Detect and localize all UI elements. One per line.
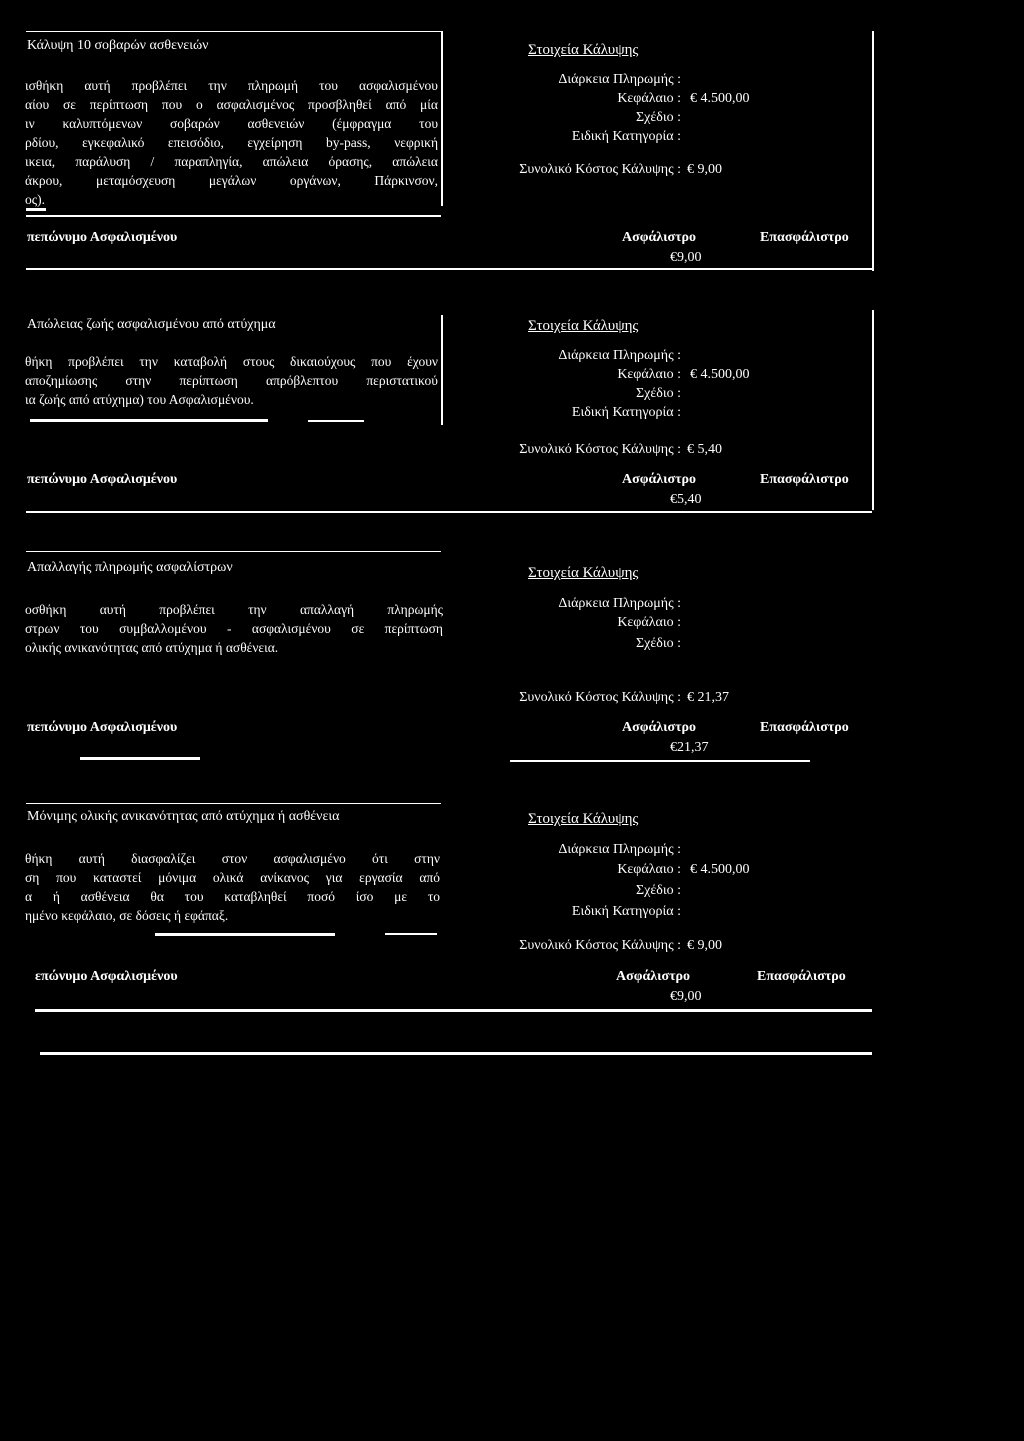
coverage-field-label: Κεφάλαιο : [617, 91, 681, 106]
description-line: θήκη αυτή διασφαλίζει στον ασφαλισμένο ότι στην [25, 851, 440, 866]
insured-name-label: πεπώνυμο Ασφαλισμένου [27, 230, 178, 245]
coverage-field-label: Σχέδιο : [636, 636, 681, 651]
coverage-field-value: € 4.500,00 [690, 91, 750, 106]
coverage-header: Στοιχεία Κάλυψης [528, 565, 639, 581]
description-line: θήκη προβλέπει την καταβολή στους δικαιούχους που έχουν [25, 354, 438, 369]
coverage-field-label: Κεφάλαιο : [617, 615, 681, 630]
coverage-field-label: Κεφάλαιο : [617, 862, 681, 877]
total-cost-label: Συνολικό Κόστος Κάλυψης : [519, 690, 681, 705]
premium-value: €9,00 [670, 250, 702, 265]
description-line: ος). [25, 192, 45, 207]
coverage-field-label: Διάρκεια Πληρωμής : [558, 842, 681, 857]
section-description [25, 352, 438, 409]
insured-name-label: πεπώνυμο Ασφαλισμένου [27, 472, 178, 487]
description-line: ιν καλυπτόμενων σοβαρών ασθενειών (έμφραγμα του [25, 116, 438, 131]
coverage-field-label: Διάρκεια Πληρωμής : [558, 348, 681, 363]
coverage-field-label: Σχέδιο : [636, 110, 681, 125]
description-line: ολικής ανικανότητας από ατύχημα ή ασθένεια. [25, 640, 279, 655]
description-line: οσθήκη αυτή προβλέπει την απαλλαγή πληρωμής [25, 602, 443, 617]
coverage-section-3 [0, 548, 1024, 780]
coverage-header: Στοιχεία Κάλυψης [528, 811, 639, 827]
description-line: ικεια, παράλυση / παραπληγία, απώλεια όρασης, απώλεια [25, 154, 438, 169]
description-line: άκρου, μεταμόσχευση μεγάλων οργάνων, Πάρκινσον, [25, 173, 438, 188]
section-title: Απαλλαγής πληρωμής ασφαλίστρων [27, 560, 233, 575]
coverage-field-label: Ειδική Κατηγορία : [571, 129, 681, 144]
coverage-header: Στοιχεία Κάλυψης [528, 318, 639, 334]
premium-label: Ασφάλιστρο [622, 472, 697, 487]
coverage-field-label: Διάρκεια Πληρωμής : [558, 72, 681, 87]
total-cost-value: € 9,00 [687, 938, 722, 953]
premium-value: €21,37 [670, 740, 709, 755]
description-line: ημένο κεφάλαιο, σε δόσεις ή εφάπαξ. [25, 908, 229, 923]
coverage-field-label: Ειδική Κατηγορία : [571, 904, 681, 919]
section-title: Απώλειας ζωής ασφαλισμένου από ατύχημα [27, 317, 276, 332]
description-line: ση που καταστεί μόνιμα ολικά ανίκανος για εργασία από [25, 870, 440, 885]
coverage-section-2 [0, 300, 1024, 520]
section-description [25, 76, 438, 209]
premium-label: Ασφάλιστρο [622, 230, 697, 245]
description-line: α ή ασθένεια θα του καταβληθεί ποσό ίσο με το [25, 889, 440, 904]
premium-value: €5,40 [670, 492, 702, 507]
coverage-field-label: Σχέδιο : [636, 386, 681, 401]
page-divider [40, 1052, 872, 1055]
section-description [25, 849, 440, 925]
total-cost-label: Συνολικό Κόστος Κάλυψης : [519, 442, 681, 457]
premium-label: Ασφάλιστρο [622, 720, 697, 735]
total-cost-label: Συνολικό Κόστος Κάλυψης : [519, 938, 681, 953]
coverage-section-4 [0, 798, 1024, 1038]
total-cost-value: € 21,37 [687, 690, 729, 705]
reinsurance-label: Επασφάλιστρο [760, 230, 849, 245]
coverage-field-value: € 4.500,00 [690, 862, 750, 877]
section-description [25, 600, 443, 657]
section-title: Μόνιμης ολικής ανικανότητας από ατύχημα ή ασθένεια [27, 809, 340, 824]
total-cost-label: Συνολικό Κόστος Κάλυψης : [519, 162, 681, 177]
coverage-field-label: Σχέδιο : [636, 883, 681, 898]
premium-label: Ασφάλιστρο [616, 969, 691, 984]
coverage-field-value: € 4.500,00 [690, 367, 750, 382]
insured-name-label: πεπώνυμο Ασφαλισμένου [27, 720, 178, 735]
description-line: στρων του συμβαλλομένου - ασφαλισμένου σε περίπτωση [25, 621, 443, 636]
description-line: αποζημίωσης στην περίπτωση απρόβλεπτου περιστατικού [25, 373, 438, 388]
description-line: ισθήκη αυτή προβλέπει την πληρωμή του ασφαλισμένου [25, 78, 438, 93]
premium-value: €9,00 [670, 989, 702, 1004]
total-cost-value: € 5,40 [687, 442, 722, 457]
coverage-header: Στοιχεία Κάλυψης [528, 42, 639, 58]
description-line: αίου σε περίπτωση που ο ασφαλισμένος προσβληθεί από μία [25, 97, 438, 112]
reinsurance-label: Επασφάλιστρο [760, 720, 849, 735]
insured-name-label: επώνυμο Ασφαλισμένου [35, 969, 178, 984]
description-line: ια ζωής από ατύχημα) του Ασφαλισμένου. [25, 392, 254, 407]
description-line: ρδίου, εγκεφαλικό επεισόδιο, εγχείρηση by-pass, νεφρική [25, 135, 438, 150]
total-cost-value: € 9,00 [687, 162, 722, 177]
reinsurance-label: Επασφάλιστρο [760, 472, 849, 487]
reinsurance-label: Επασφάλιστρο [757, 969, 846, 984]
coverage-section-1 [0, 0, 1024, 280]
coverage-field-label: Ειδική Κατηγορία : [571, 405, 681, 420]
coverage-field-label: Διάρκεια Πληρωμής : [558, 596, 681, 611]
coverage-field-label: Κεφάλαιο : [617, 367, 681, 382]
section-title: Κάλυψη 10 σοβαρών ασθενειών [27, 38, 209, 53]
